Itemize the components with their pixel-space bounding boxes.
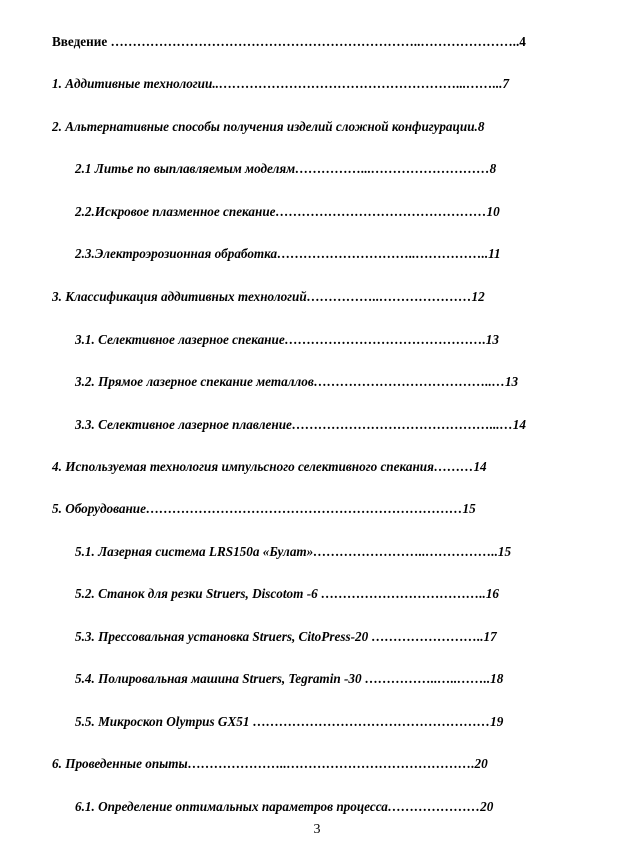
- toc-entry-5-3: 5.3. Прессовальная установка Struers, CitoPress-20 ……………………..17: [75, 629, 497, 644]
- toc-entry-5: 5. Оборудование………………………………………………………………15: [52, 501, 476, 516]
- toc-entry-6: 6. Проведенные опыты…………………..…………………………………….20: [52, 756, 488, 771]
- toc-entry-1: 1. Аддитивные технологии..………………………………………………...……...7: [52, 76, 510, 91]
- toc-entry-3: 3. Классификация аддитивных технологий……………..…………………12: [52, 289, 485, 304]
- toc-entry-3-1: 3.1. Селективное лазерное спекание……………………………………….13: [75, 332, 499, 347]
- toc-entry-2-3: 2.3.Электроэрозионная обработка…………………………..……………..11: [75, 246, 501, 261]
- toc-entry-introduction: Введение ……………………………………………………………..…………………..4: [52, 34, 526, 49]
- toc-entry-2: 2. Альтернативные способы получения изделий сложной конфигурации.8: [52, 119, 485, 134]
- page-number: 3: [313, 822, 321, 837]
- toc-entry-2-2: 2.2.Искровое плазменное спекание…………………………………………10: [75, 204, 500, 219]
- toc-entry-3-3: 3.3. Селективное лазерное плавление………………………………………...…14: [75, 417, 526, 432]
- toc-entry-5-5: 5.5. Микроскоп Olympus GX51 ………………………………………………19: [75, 714, 504, 729]
- toc-entry-5-2: 5.2. Станок для резки Struers, Discotom -6 ………………………………..16: [75, 586, 500, 601]
- toc-entry-3-2: 3.2. Прямое лазерное спекание металлов…………………………………..…13: [75, 374, 519, 389]
- toc-entry-2-1: 2.1 Литье по выплавляемым моделям……………...………………………8: [75, 161, 497, 176]
- toc-entry-4: 4. Используемая технология импульсного селективного спекания………14: [52, 459, 487, 474]
- toc-entry-5-1: 5.1. Лазерная система LRS150a «Булат»……………………..……………..15: [75, 544, 512, 559]
- toc-entry-6-1: 6.1. Определение оптимальных параметров процесса…………………20: [75, 799, 494, 814]
- toc-entry-5-4: 5.4. Полировальная машина Struers, Tegramin -30 ……………..…..……..18: [75, 671, 504, 686]
